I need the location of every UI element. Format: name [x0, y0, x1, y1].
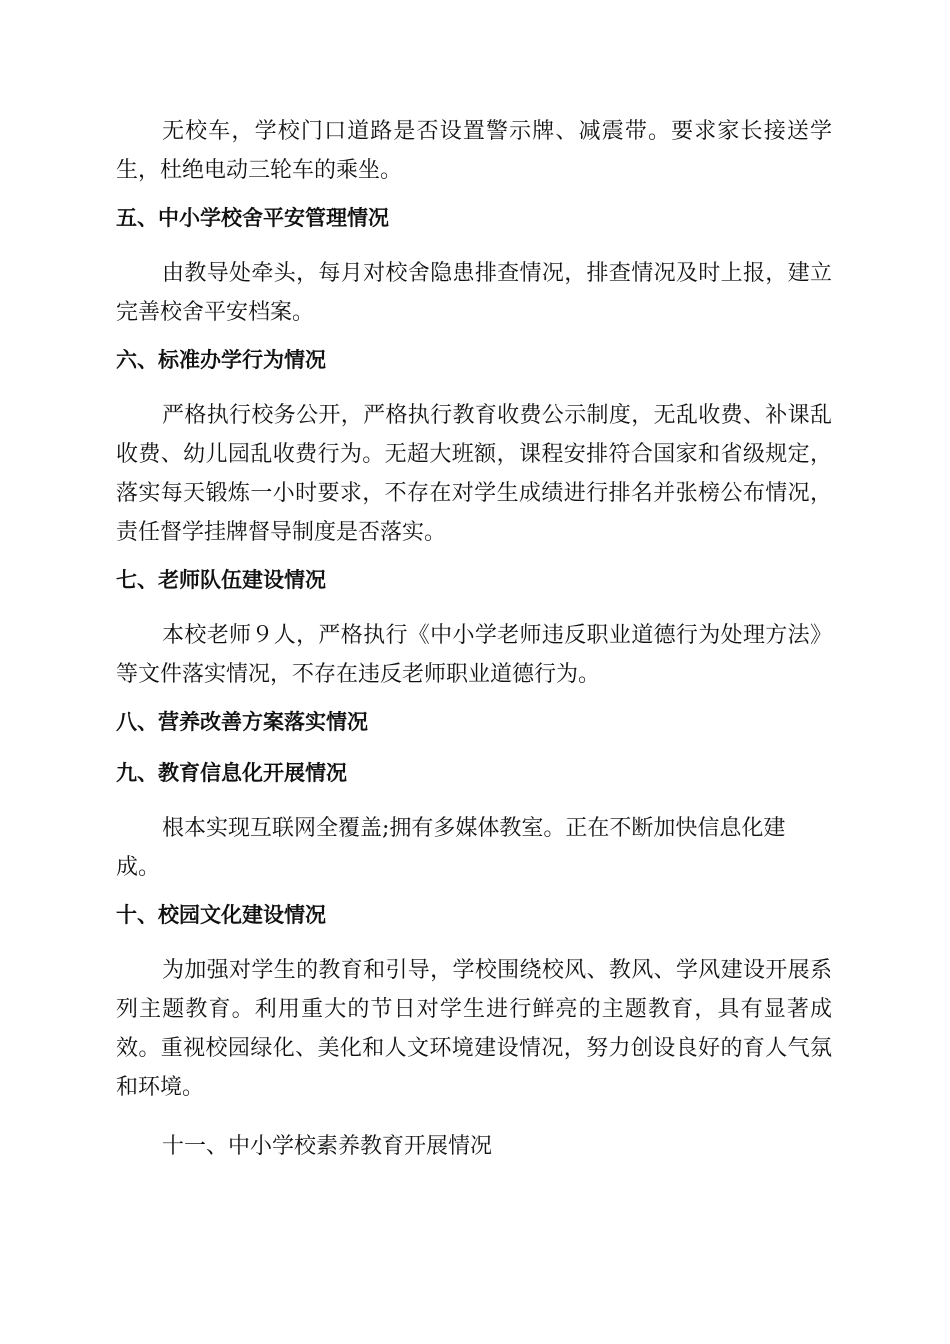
section-heading-5: 五、中小学校舍平安管理情况 — [116, 206, 389, 230]
paragraph-school-bus: 无校车，学校门口道路是否设置警示牌、减震带。要求家长接送学生，杜绝电动三轮车的乘坐。 — [116, 119, 832, 183]
section-heading-7: 七、老师队伍建设情况 — [116, 568, 326, 592]
paragraph-section-7: 本校老师９人，严格执行《中小学老师违反职业道德行为处理方法》等文件落实情况，不存在违反老师职业道德行为。 — [116, 623, 832, 687]
section-heading-9: 九、教育信息化开展情况 — [116, 761, 347, 785]
paragraph-section-5: 由教导处牵头，每月对校舍隐患排查情况，排查情况及时上报，建立完善校舍平安档案。 — [116, 261, 832, 325]
paragraph-section-9-line-2: 成。 — [116, 855, 161, 880]
paragraph-section-6: 严格执行校务公开，严格执行教育收费公示制度，无乱收费、补课乱收费、幼儿园乱收费行为。无超大班额，课程安排符合国家和省级规定，落实每天锻炼一小时要求，不存在对学生成绩进行排名并张榜公布情况，责任督学挂牌督导制度是否落实。 — [116, 403, 832, 545]
paragraph-section-9-line-1: 根本实现互联网全覆盖;拥有多媒体教室。正在不断加快信息化建 — [162, 816, 786, 841]
section-heading-8: 八、营养改善方案落实情况 — [116, 710, 368, 734]
section-heading-10: 十、校园文化建设情况 — [116, 903, 326, 927]
section-heading-6: 六、标准办学行为情况 — [116, 348, 326, 372]
section-heading-11: 十一、中小学校素养教育开展情况 — [162, 1134, 493, 1159]
document-page — [116, 112, 832, 1166]
paragraph-section-10: 为加强对学生的教育和引导，学校围绕校风、教风、学风建设开展系列主题教育。利用重大的节日对学生进行鲜亮的主题教育，具有显著成效。重视校园绿化、美化和人文环境建设情况，努力创设良好的育人气氛和环境。 — [116, 958, 832, 1100]
